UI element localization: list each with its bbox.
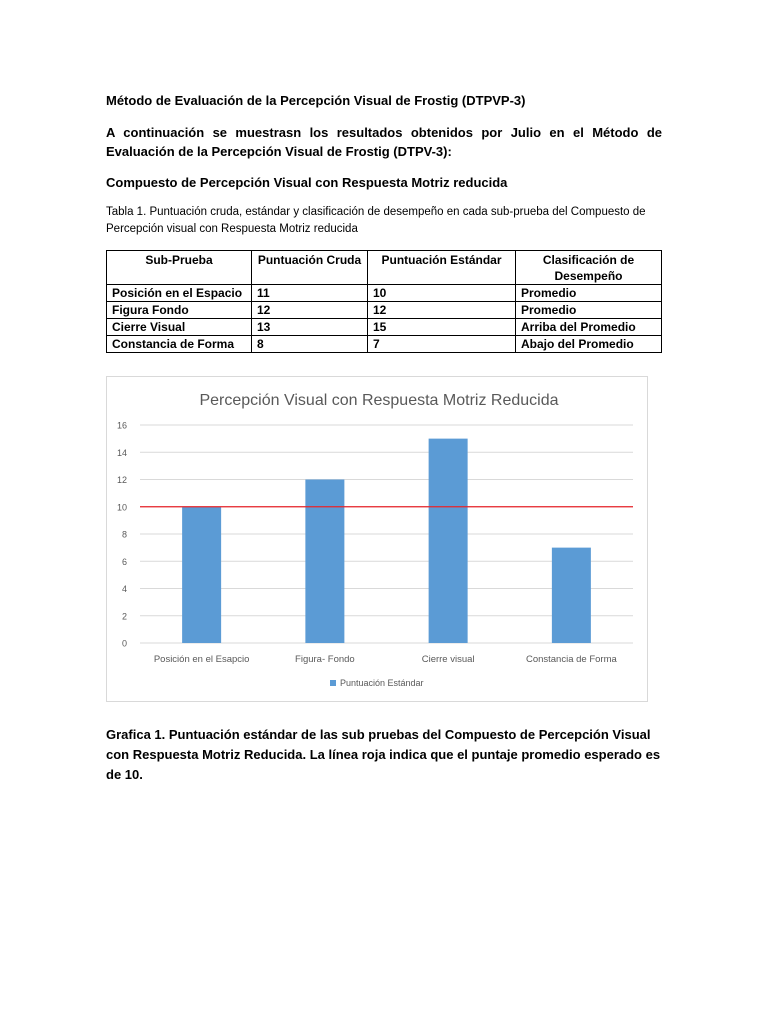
table-row <box>107 284 662 301</box>
cell-clasificacion: Promedio <box>516 284 662 301</box>
y-tick-label: 8 <box>121 529 127 540</box>
y-tick-label: 4 <box>121 584 127 594</box>
chart-canvas <box>107 377 647 701</box>
header-clasificacion: Clasificación de Desempeño <box>516 250 662 284</box>
chart-legend <box>330 678 424 688</box>
cell-cruda: 8 <box>252 335 368 352</box>
legend-label: Puntuación Estándar <box>340 678 424 688</box>
intro-paragraph: A continuación se muestrasn los resultados obtenidos por Julio en el Método de Evaluación de la Percepción Visual de Frostig (DTPV-3): <box>106 125 662 159</box>
header-sub-prueba: Sub-Prueba <box>107 250 252 284</box>
cell-cruda: 13 <box>252 318 368 335</box>
legend-swatch <box>330 680 336 686</box>
bar <box>182 507 221 643</box>
table-row <box>107 335 662 352</box>
cell-sub-prueba: Constancia de Forma <box>107 335 252 352</box>
results-table <box>106 250 662 353</box>
y-tick-label: 16 <box>116 420 127 431</box>
document-body <box>106 88 662 353</box>
x-tick-label: Constancia de Forma <box>525 654 617 665</box>
y-tick-label: 0 <box>121 638 127 649</box>
cell-estandar: 10 <box>368 284 516 301</box>
y-tick-label: 10 <box>116 502 127 513</box>
chart-bars <box>182 439 591 643</box>
bar <box>552 548 591 643</box>
bar <box>429 439 468 643</box>
bar <box>305 480 344 644</box>
y-tick-label: 6 <box>121 556 127 567</box>
y-tick-label: 12 <box>116 475 127 485</box>
cell-cruda: 11 <box>252 284 368 301</box>
y-tick-label: 14 <box>116 447 127 458</box>
cell-sub-prueba: Posición en el Espacio <box>107 284 252 301</box>
cell-clasificacion: Arriba del Promedio <box>516 318 662 335</box>
table-caption: Tabla 1. Puntuación cruda, estándar y clasificación de desempeño en cada sub-prueba del Compuesto de Percepción visual con Respuesta Motriz reducida <box>106 206 646 235</box>
table-header-row <box>107 250 662 284</box>
cell-estandar: 7 <box>368 335 516 352</box>
bar-chart <box>106 376 648 702</box>
figure-caption: Grafica 1. Puntuación estándar de las sub pruebas del Compuesto de Percepción Visual con Respuesta Motriz Reducida. La línea roja indica que el puntaje promedio esperado es de 10. <box>106 727 661 782</box>
header-puntuacion-estandar: Puntuación Estándar <box>368 250 516 284</box>
table-row <box>107 301 662 318</box>
table-row <box>107 318 662 335</box>
cell-cruda: 12 <box>252 301 368 318</box>
cell-estandar: 12 <box>368 301 516 318</box>
header-puntuacion-cruda: Puntuación Cruda <box>252 250 368 284</box>
y-tick-label: 2 <box>121 611 127 622</box>
section-heading: Compuesto de Percepción Visual con Respuesta Motriz reducida <box>106 175 508 190</box>
x-tick-label: Cierre visual <box>421 654 475 665</box>
chart-title: Percepción Visual con Respuesta Motriz Reducida <box>199 392 559 409</box>
x-tick-label: Posición en el Esapcio <box>153 654 250 665</box>
cell-sub-prueba: Cierre Visual <box>107 318 252 335</box>
document-title: Método de Evaluación de la Percepción Visual de Frostig (DTPVP-3) <box>106 93 526 108</box>
cell-clasificacion: Abajo del Promedio <box>516 335 662 352</box>
x-tick-label: Figura- Fondo <box>295 654 355 665</box>
cell-estandar: 15 <box>368 318 516 335</box>
cell-clasificacion: Promedio <box>516 301 662 318</box>
cell-sub-prueba: Figura Fondo <box>107 301 252 318</box>
